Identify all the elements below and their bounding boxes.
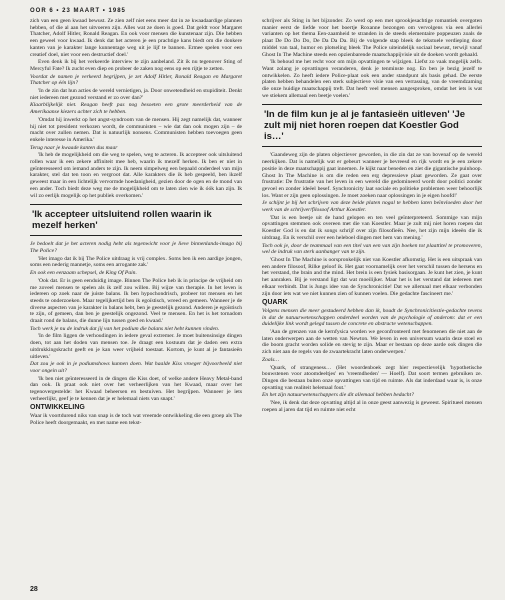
paragraph: 'Ik ben niet geïnteresseerd in de dingen die Kiss doet, of welke andere Heavy Metal-band dan ook. Ik praat ook niet over het verheerlijken van het Kwaad, maar over het tegenovergestelde: het Kwaad beheersen en bestuiven. Het begrijpen. Wanneer je iets verheerlijkt, geef je te kennen dat je er helemaal niets van snapt.' <box>30 375 242 402</box>
pull-quote: 'In de film kun je al je fantasieën uitleven' 'Je zult mij niet horen roepen dat Koestler God is…' <box>262 104 482 147</box>
interviewer-question: Toch werk je nu de indruk dat jij van het podium die balans niet hebt kunnen vinden. <box>30 325 220 332</box>
section-heading: ONTWIKKELING <box>30 404 85 412</box>
paragraph: 'Ik behoud me het recht voor om mijn opvattingen te wijzigen. Liefst zo vaak mogelijk zelfs. Want zolang je opvattingen veranderen, denk je tenminste nog. En ben je bezig jezelf te ontwikkelen. Zo heeft iedere Police-plaat ook een ander standpunt als basis gehad. De eerste platen hebben behandelen een sterk subjectieve visie van een verrassing, van de vreemdzaming die onze huidige maatschappij treft. Dat heeft veel mensen aangesproken, omdat het iets is wat we stiekem allemaal een beetje voelen.' <box>262 59 482 99</box>
interviewer-question: Dat zou je ook in je podiumshows kunnen doen. Wat haalde Kiss vroeger bijvoorbeeld niet voor ongein uit? <box>30 361 242 374</box>
paragraph: 'In de film liggen de verhoudingen in iedere geval extremer. Je moet buitensinsige dingen doen, tot aan het doden van mensen toe. Je draagt een kostuum dat je daden een extra uitdrukkingskracht geeft en je kan weer vrijheid toestaat. Kortom, je kunt al je fantasieën uitleven.' <box>30 333 242 360</box>
interviewer-question: Terug naar je kwaade kanten dus maar <box>30 144 118 151</box>
left-column <box>30 18 242 428</box>
right-column <box>262 18 482 414</box>
paragraph: 'Dat is een beetje uit de hand gelopen en ten veel geïnterpreteerd. Sommige van mijn opvattingen stemmen ook overeen met die van Koestler. Maar je zult mij niet horen roepen dat Koestler God is en dat ik songs schrijf over zijn filosofieën. Nee, het zijn mijn ideeën die ik uitdraag. En ik verschil over een heleboel dingen met hem van mening.' <box>262 214 482 241</box>
pull-quote: 'Ik accepteer uitsluitend rollen waarin ik mezelf herken' <box>30 204 242 236</box>
paragraph: 'Nee, ik denk dat deze opvatting altijd al in onze geest aanwezig is geweest. Spiritueel mensen roepen al jaren dat tijd en ruimte niet echt <box>262 400 482 413</box>
interviewer-question: En het zijn natuurwetenschappers die dit allemaal hebben bedacht? <box>262 392 414 399</box>
paragraph: zich van een geen kwaad bewust. Ze zien zelf niet eens meer dat in ze kwaadaardige plannen hebben, of die al aan het uitvoeren zijn. Alles wat ze doen is goed. Dat geldt voor Margaret Thatcher, Adolf Hitler, Ronald Reagan. En ook voor mensen die kunstenaar zijn. Die hebben een geweel voor kwaad. Ik denk dat het acteren je een prachtige kans biedt om die donkere kanten van je karakter lange kunnentage weg uit je lijf te bannen. Ermee spelen voor een creatief doel, niet voor een destructief doel.' <box>30 18 242 58</box>
paragraph: schrijver als Sting in het bijzonder. Zo werd op een met sprookjesachtige romantiek overgoten manier eerst de liefde voor het boertje Roxanne bezongen om vervolgens via een allerlei varianten op het thema Een-zaamheid te stranden in de steeds elementaire poppeuzen zoals de plaat De Do Do Do, De Da Da Da. Bij de volgende stap bleek de tekstuele verdieping door middel van taal, humor en plotseling bleek The Police uiteindelijk sociaal bewust, terwijl vanaf Ghost In The Machine steeds een opzienbarende maatschappijvisie uit de doeken wordt gehaald. <box>262 18 482 58</box>
interviewer-question: Zoals… <box>262 356 280 363</box>
paragraph: 'Ik heb de mogelijkheid om die weg te spelen, weg te acteren. Ik accepteer ook uitsluitend rollen waar ik een zekere affiniteit mee heb, waarin ik mezelf herken. Ik ben er niet in geïnteresseerd om iemand anders te zijn. Ik neem simpelweg een bepaald onderdeel van mijn karakter, stel dat ten toon en vergroot dat. Alle karakters die ik heb gespeeld, ben ikzelf geweest maar in een lichtelijk vervormde hoedanigheid, gezien door de ogen en de mond van een ander. Toch biedt deze weg me de mogelijkheid om te laten zien wie ik óók kan zijn. Ik wil zo eerlijk mogelijk op het publiek overkomen.' <box>30 152 242 199</box>
interviewer-question: Voordat de namen je verkeerd begrijpen, je zet Adolf Hitler, Ronald Reagan en Margaret Thatcher op één lijn? <box>30 73 242 87</box>
paragraph: Even denk ik bij het verkeerde interview te zijn aanbeland. Zit ik nu tegenover Sting of Mercyful Fate? Ik zucht even diep en probeer de zaken nog eens op een rijtje te zetten. <box>30 59 242 72</box>
paragraph: 'Quark, of strangeness… (Het woordenboek zegt hier respectievelijk 'hypothetische bouwstenen voor atoomdeeltjes' en 'vreemdheden' — Hoelf). Dat soort termen gebruiken ze. Dingen die bestaan buiten onze opvattingen van tijd en ruimte. Als dat inderdaad waar is, is onze opvatting van realiteit helemaal fout.' <box>262 364 482 391</box>
section-heading: QUARK <box>262 299 288 307</box>
interviewer-question: Je bedoelt dat je het acteren nodig hebt als tegenwicht voor je lieve binnenlands-imago bij The Police? <box>30 241 242 254</box>
paragraph: 'Ook dat. Er is geen eenduidig image. Binnen The Police heb ik in principe de vrijheid om me zoveel mensen te spelen als ik zelf zou willen. Bij wijze van therapie. In het leven is iedereen op zoek naar de juiste balans. Ik ben hypochondrisch, probeer tot mensen en het steeds te onderzoeken. Maar tegelijkertijd ben ik egoïstisch, wreed en gemeen. Wanneer je de diverse aspecten van je karakter in balans hebt, ben je geestelijk gezond. Anderen je egoïstisch te zijn, of gemeen, dan ben je geestelijk ongezond. Veel te mensen. En het is het tornadom draait rond de balans, die dunne lijn tussen goed en kwaad.' <box>30 277 242 325</box>
running-head: OOR 6 • 23 MAART • 1985 <box>30 8 126 14</box>
paragraph: 'Gaandeweg zijn de platen objectiever geworden, in die zin dat ze van bovenaf op de wereld neerkijken. Dat is namelijk wat er gebeurt wanneer je bevreesd en rijk wordt en je een zekere positie in deze maatschappij gaat innemen. Je kijkt naar beneden en ziet die gigantische puinhoop. Ghost In The Machine is om die reden een erg depressieve plaat geworden. Ze gaat over frustratie: De frustratie van het leven in een wereld die gedomineerd wordt door politici zonder gevoel en zonder ideëel besef. Synchronicity laat sociale en politieke problemen weer behoorlijk los. Want er zijn geen oplossingen. Je moet zoeken naar oplossingen in je eigen hoofd!' <box>262 152 482 199</box>
interviewer-question: En ook een eenzaam schepsel, de King Of Pain. <box>30 270 137 277</box>
paragraph: 'Ghost In The Machine is oorspronkelijk niet van Koestler afkomstig. Het is een uitspraak van een andere filosoof, Rilke geloof ik. Het gaat voornamelijk over het verschil tussen de hersens en het verstand, the brain and the mind. Het brein is een fysiek basisorgaan. Je kunt het zien, je kunt het aanraken. Bij je verstand ligt dat wat moeilijker. Maar het is het verstand dat iedereen met elkaar verbindt. Dat is Jungs idee van de Synchronicitie! Dat we allemaal met elkaar verbonden zijn door iets wat we niet kunnen zien of kunnen voelen. Die gedachte fascineert me.' <box>262 256 482 297</box>
interviewer-question: Toch ook je, door de teammaal van een titel van een van zijn boeken tot plaattitel te promoveren, wel de indruk van sterk aanhanger van te zijn. <box>262 242 482 256</box>
paragraph: 'Omdat hij inwerkt op het angst-syndroom van de mensen. Hij zegt namelijk dat, wanneer hij niet tot president verkozen wordt, de communisten – wie dat dan ook mogen zijn – de macht over zullen nemen. Dat is natuurlijk nonsens. Communisten hebben toevoegen geen enkele interesse in Amerika.' <box>30 116 242 143</box>
interviewer-question: Klaarblijkelijk niet. Reagan heeft pas nog besoeten een grote meerderheid van de Amerikaanse kiezers achter zich te hebben. <box>30 102 242 116</box>
paragraph: 'Aan de grenzen van de kernfysica worden we geconfronteerd met fenomenen die niet aan de laten onderwerpen aan de wetten van Newton. We leven in een universum waarin deze stoel en die boom gracht worden solide en stevig te zijn. Maar er bestaan op deze aarde ook dingen die zich niet aan de regels van de zwaartekracht laten onderwerpen.' <box>262 329 482 356</box>
page-number: 28 <box>30 586 38 593</box>
interviewer-question: Volgens mensen die meer gestudeerd hebben dan ik, houdt de Synchronicitiestie-gedachte tevens in dat de natuurwetenschappen onderdeel worden van de psychologie of anderom: dat er een duidelijke link wordt gelegd tussen de concrete en abstracte wetenschappen. <box>262 307 482 328</box>
interviewer-question: Je schijnt je bij het schrijven van deze beide platen nogal te hebben laten beïnvloeden door het werk van de schrijver/filosoof Arthur Koestler. <box>262 200 482 214</box>
paragraph: 'Het imago dat ik bij The Police uitdraag is vrij complex. Soms ben ik een aardige jongen, soms een nederig mannetje, soms een arrogante zak.' <box>30 255 242 269</box>
left-paras1 <box>30 18 242 73</box>
paragraph: 'In de zin dat hun acties de wereld vernietigen, ja. Door onwetendheid en stupiditeit. Denkt niet iedereen met gezond verstand er zo over dan?' <box>30 88 242 101</box>
paragraph: Waar ik voortdurend niks van snap is de toch wat vreemde ontwikkeling die een groep als The Police heeft doorgemaakt, en met name een tekst- <box>30 413 242 426</box>
